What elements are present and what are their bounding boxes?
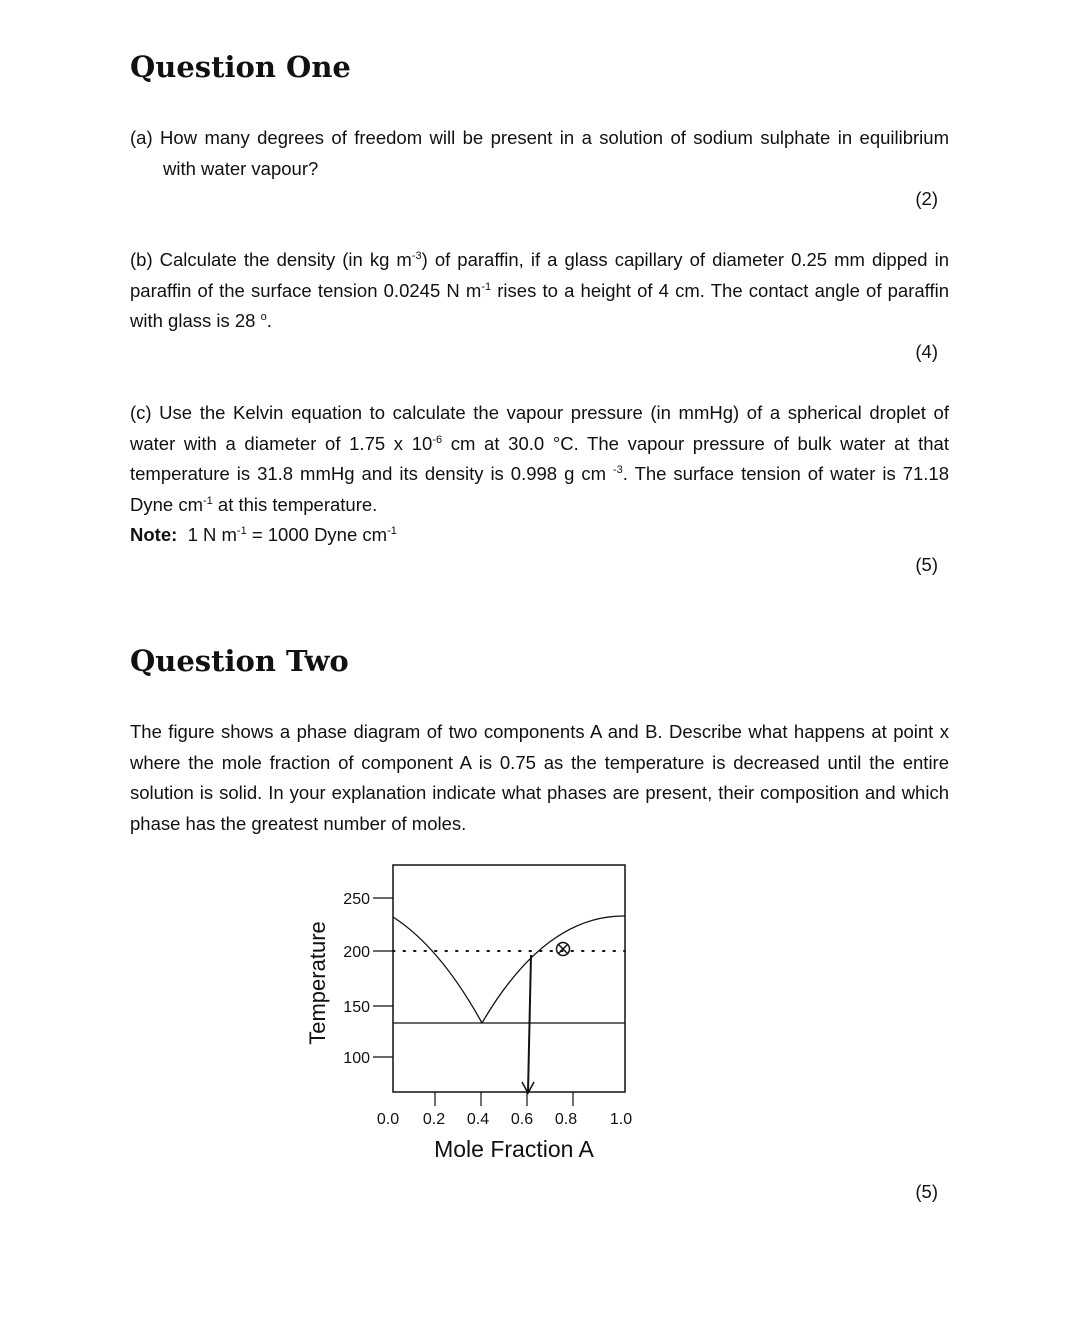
xtick-label: 0.8: [554, 1111, 578, 1128]
q1c-part1: (c) Use the Kelvin equation to calculate the vapour pressure (in mmHg) of a spherical droplet of water with a diameter of 1.75 x 10: [130, 402, 949, 454]
q1a-mark: (2): [915, 188, 938, 209]
x-axis-title: Mole Fraction A: [434, 1136, 594, 1162]
point-x-marker: [557, 943, 570, 956]
xtick-label: 0.4: [466, 1111, 490, 1128]
xtick-label: 0.6: [510, 1111, 534, 1128]
phase-diagram: [295, 855, 655, 1175]
question-one-title: Question One: [130, 50, 351, 84]
q1c-sup3: -1: [203, 494, 213, 507]
q1c-part3: . The surface tension of water is 71.18 Dyne cm: [130, 463, 949, 515]
q1b-part2: ) of paraffin, if a glass capillary of diameter 0.25 mm dipped in paraffin of the surface tension 0.0245 N m: [130, 249, 949, 301]
ytick-label: 200: [343, 944, 370, 961]
q1c-note-label: Note:: [130, 524, 178, 545]
xtick-label: 1.0: [609, 1111, 633, 1128]
q1c-part4: at this temperature.: [212, 493, 378, 515]
q1c-note-part1: 1 N m: [187, 524, 237, 545]
y-axis-title: Temperature: [305, 921, 330, 1045]
xtick-label: 0.2: [422, 1111, 446, 1128]
q1b-mark: (4): [915, 341, 938, 362]
q1a-body: How many degrees of freedom will be present in a solution of sodium sulphate in equilibrium with water vapour?: [160, 127, 949, 179]
q1c-mark: (5): [915, 554, 938, 575]
q1b-sup2: -1: [481, 280, 492, 293]
q2-mark: (5): [915, 1181, 938, 1202]
q1c-sup2: -3: [613, 463, 623, 476]
q1a-text: [130, 123, 949, 184]
question-two-title: Question Two: [130, 644, 349, 678]
xtick-label: 0.0: [376, 1111, 400, 1128]
q1b-sup1: -3: [411, 249, 422, 262]
ytick-label: 250: [343, 891, 370, 908]
ytick-label: 150: [343, 999, 370, 1016]
liquidus-curve-right: [482, 916, 625, 1023]
ytick-label: 100: [343, 1050, 370, 1067]
plot-frame: [393, 865, 625, 1092]
q1b-part4: .: [266, 310, 272, 331]
liquidus-curve-left: [393, 917, 482, 1023]
q1c-note-part2: = 1000 Dyne cm: [246, 524, 388, 545]
q1c-text: [130, 398, 949, 551]
q1b-text: [130, 245, 949, 337]
q1b-part3: rises to a height of 4 cm. The contact angle of paraffin with glass is 28: [130, 279, 949, 331]
q1c-note-sup2: -1: [387, 524, 397, 537]
q1a-label: (a): [130, 127, 153, 148]
q1b-part1: (b) Calculate the density (in kg m: [130, 249, 412, 270]
q2-text: The figure shows a phase diagram of two components A and B. Describe what happens at point x where the mole fraction of component A is 0.75 as the temperature is decreased until the entire solution is solid. In your explanation indicate what phases are present, their composition and which phase has the greatest number of moles.: [130, 721, 949, 834]
q1c-note-sup1: -1: [236, 524, 247, 537]
q1b-sup3: o: [260, 310, 267, 323]
q1c-part2: cm at 30.0 °C. The vapour pressure of bulk water at that temperature is 31.8 mmHg and its density is 0.998 g cm: [130, 432, 949, 484]
q1c-sup1: -6: [432, 433, 443, 446]
